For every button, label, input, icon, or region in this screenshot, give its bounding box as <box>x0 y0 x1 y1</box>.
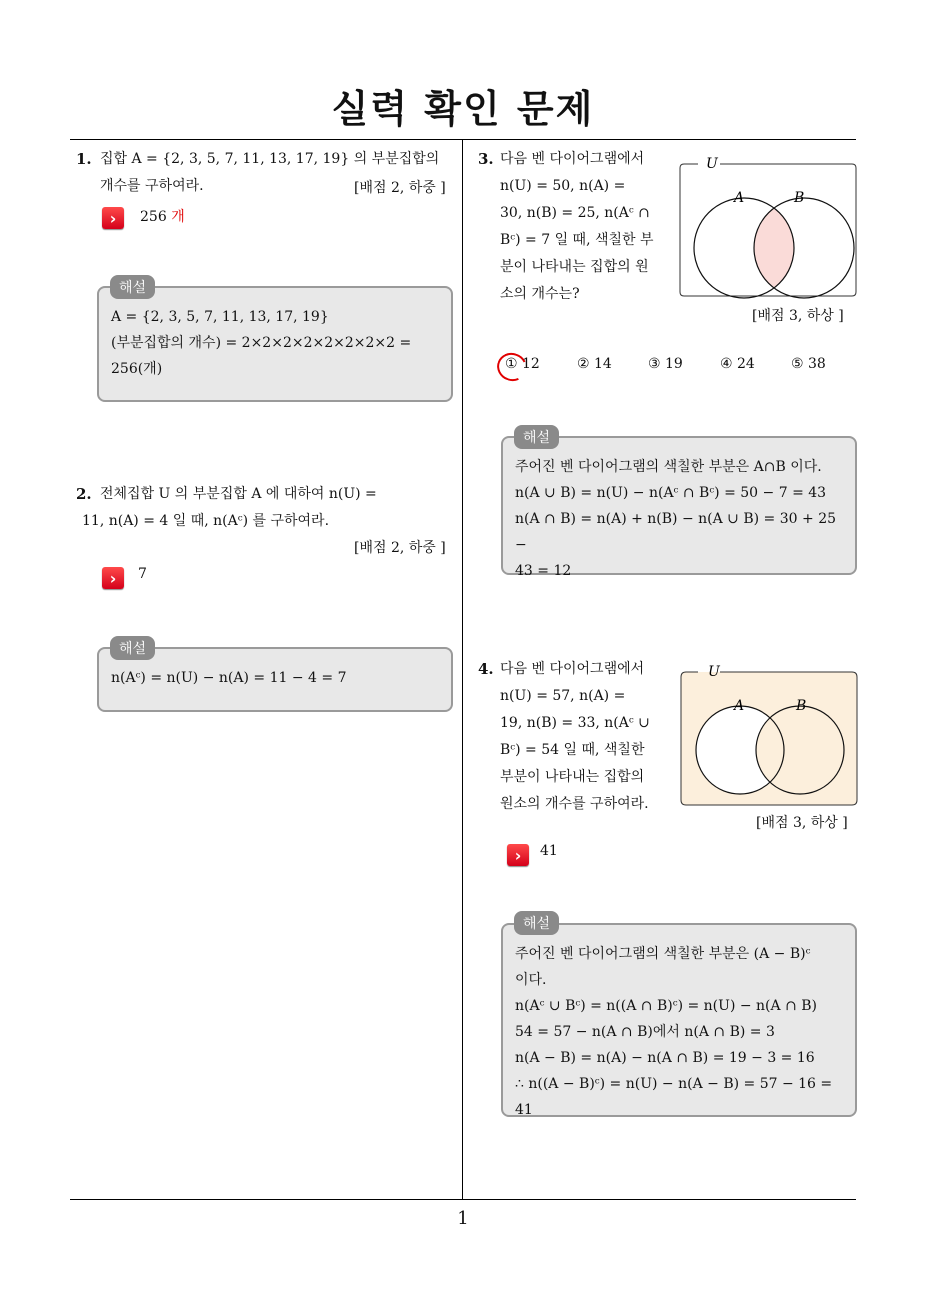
question-line: n(U) = 50, n(A) = <box>500 178 626 194</box>
solution-line: 54 = 57 − n(A ∩ B)에서 n(A ∩ B) = 3 <box>515 1024 775 1040</box>
score-meta: [배점 3, 하상 ] <box>752 308 844 324</box>
venn-label-a: A <box>734 190 745 206</box>
question-number: 3. <box>478 150 494 168</box>
question-text <box>500 146 666 308</box>
question-line: 분이 나타내는 집합의 원 <box>500 259 649 275</box>
question-line: 다음 벤 다이어그램에서 <box>500 151 645 167</box>
venn-label-b: B <box>794 190 805 206</box>
answer-value: 256 <box>140 209 167 225</box>
column-divider <box>462 139 463 1199</box>
solution-line: A = {2, 3, 5, 7, 11, 13, 17, 19} <box>111 309 329 325</box>
answer-value: 41 <box>540 843 558 859</box>
solution-box <box>97 286 453 402</box>
question-number: 1. <box>76 150 92 168</box>
choice-2[interactable]: ② 14 <box>577 356 612 372</box>
solution-line: n(A − B) = n(A) − n(A ∩ B) = 19 − 3 = 16 <box>515 1050 815 1066</box>
venn-label-b: B <box>796 698 807 714</box>
bottom-rule <box>70 1199 856 1200</box>
question-text <box>500 656 666 818</box>
answer <box>140 206 185 226</box>
choice-4[interactable]: ④ 24 <box>720 356 755 372</box>
answer-arrow-icon[interactable]: › <box>102 567 124 589</box>
choice-5[interactable]: ⑤ 38 <box>791 356 826 372</box>
question-line: n(U) = 57, n(A) = <box>500 688 626 704</box>
venn-label-u: U <box>706 156 718 172</box>
solution-line: n(A ∩ B) = n(A) + n(B) − n(A ∪ B) = 30 + 25 − <box>515 511 837 553</box>
page-number: 1 <box>457 1208 469 1229</box>
answer-arrow-icon[interactable]: › <box>507 844 529 866</box>
question-line: 30, n(B) = 25, n(Aᶜ ∩ <box>500 205 650 221</box>
question-line: 집합 A = {2, 3, 5, 7, 11, 13, 17, 19} 의 부분집합의 <box>100 151 440 167</box>
solution-box <box>501 436 857 579</box>
question-line: 개수를 구하여라. <box>100 178 204 194</box>
question-text <box>82 481 456 535</box>
solution-tag: 해설 <box>514 425 559 449</box>
question-line: 19, n(B) = 33, n(Aᶜ ∪ <box>500 715 650 731</box>
solution-tag: 해설 <box>514 911 559 935</box>
solution-line: 43 = 12 <box>515 563 572 579</box>
score-meta: [배점 2, 하중 ] <box>354 180 446 196</box>
question-line: 소의 개수는? <box>500 286 580 302</box>
solution-line: (부분집합의 개수) = 2×2×2×2×2×2×2×2 = <box>111 335 412 351</box>
score-meta: [배점 3, 하상 ] <box>756 815 848 831</box>
solution-line: 주어진 벤 다이어그램의 색칠한 부분은 A∩B 이다. <box>515 459 822 475</box>
choice-3[interactable]: ③ 19 <box>648 356 683 372</box>
question-line: 전체집합 U 의 부분집합 A 에 대하여 n(U) = <box>100 486 377 502</box>
question-line: 원소의 개수를 구하여라. <box>500 796 649 812</box>
solution-line: 주어진 벤 다이어그램의 색칠한 부분은 (A − B)ᶜ <box>515 946 811 962</box>
solution-line: 256(개) <box>111 361 163 377</box>
venn-label-u: U <box>708 664 720 680</box>
venn-diagram-3 <box>676 152 858 300</box>
question-line: 다음 벤 다이어그램에서 <box>500 661 645 677</box>
question-line: Bᶜ) = 54 일 때, 색칠한 <box>500 742 645 758</box>
question-line: Bᶜ) = 7 일 때, 색칠한 부 <box>500 232 654 248</box>
solution-line: n(Aᶜ) = n(U) − n(A) = 11 − 4 = 7 <box>111 670 347 686</box>
choice-1[interactable]: ① 12 <box>505 356 540 372</box>
answer-value: 7 <box>138 566 147 582</box>
question-line: 부분이 나타내는 집합의 <box>500 769 645 785</box>
solution-line: n(Aᶜ ∪ Bᶜ) = n((A ∩ B)ᶜ) = n(U) − n(A ∩ B) <box>515 998 818 1014</box>
answer-arrow-icon[interactable]: › <box>102 207 124 229</box>
question-number: 2. <box>76 485 92 503</box>
page-title: 실력 확인 문제 <box>331 87 595 131</box>
answer-unit: 개 <box>171 209 185 225</box>
top-rule <box>70 139 856 140</box>
venn-label-a: A <box>734 698 745 714</box>
venn-diagram-4 <box>676 662 858 808</box>
question-line: 11, n(A) = 4 일 때, n(Aᶜ) 를 구하여라. <box>82 513 330 529</box>
solution-box <box>501 923 857 1117</box>
solution-line: ∴ n((A − B)ᶜ) = n(U) − n(A − B) = 57 − 16 = 41 <box>515 1076 833 1118</box>
solution-tag: 해설 <box>110 275 155 299</box>
solution-tag: 해설 <box>110 636 155 660</box>
solution-line: 이다. <box>515 972 547 988</box>
solution-line: n(A ∪ B) = n(U) − n(Aᶜ ∩ Bᶜ) = 50 − 7 = 43 <box>515 485 827 501</box>
score-meta: [배점 2, 하중 ] <box>354 540 446 556</box>
question-number: 4. <box>478 660 494 678</box>
